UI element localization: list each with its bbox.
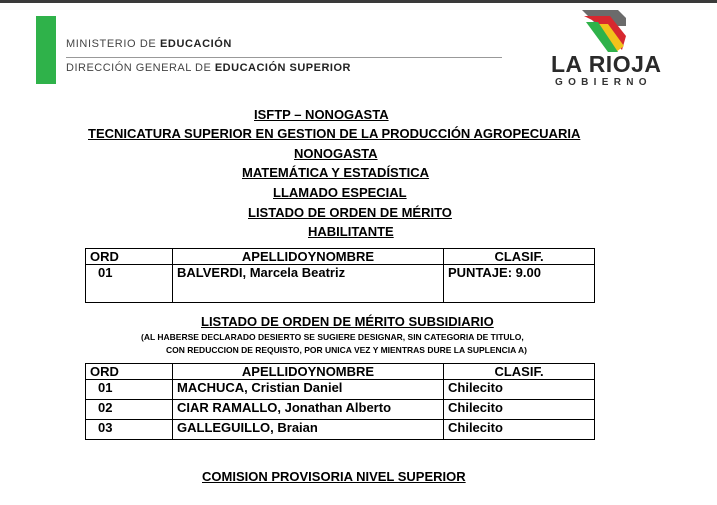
row-clasif: PUNTAJE: 9.00 — [444, 265, 595, 303]
ministry-green-bar — [36, 16, 56, 84]
row-ord: 01 — [86, 265, 173, 303]
title-location: NONOGASTA — [294, 146, 378, 161]
header-name: APELLIDOYNOMBRE — [173, 249, 444, 265]
logo-title: LA RIOJA — [551, 51, 662, 77]
header-ord: ORD — [86, 249, 173, 265]
row-name: MACHUCA, Cristian Daniel — [173, 380, 444, 400]
commission-signature: COMISION PROVISORIA NIVEL SUPERIOR — [202, 469, 466, 484]
title-list: LISTADO DE ORDEN DE MÉRITO — [248, 205, 452, 220]
title-call: LLAMADO ESPECIAL — [273, 185, 407, 200]
row-ord: 01 — [86, 380, 173, 400]
title-program: TECNICATURA SUPERIOR EN GESTION DE LA PRODUCCIÓN AGROPECUARIA — [88, 126, 581, 141]
title-qualifying: HABILITANTE — [308, 224, 394, 239]
title-institute: ISFTP – NONOGASTA — [254, 107, 389, 122]
subsidiary-title: LISTADO DE ORDEN DE MÉRITO SUBSIDIARIO — [201, 314, 494, 329]
logo-subtitle: GOBIERNO — [555, 77, 652, 88]
row-name: CIAR RAMALLO, Jonathan Alberto — [173, 400, 444, 420]
table-row — [86, 265, 595, 303]
merit-table — [85, 248, 595, 303]
row-ord: 02 — [86, 400, 173, 420]
row-clasif: Chilecito — [444, 400, 595, 420]
header-divider — [66, 57, 502, 58]
row-name: GALLEGUILLO, Braian — [173, 420, 444, 440]
ministry-name: MINISTERIO DE EDUCACIÓN — [66, 38, 232, 50]
direction-name: DIRECCIÓN GENERAL DE EDUCACIÓN SUPERIOR — [66, 62, 351, 74]
table-row — [86, 380, 595, 400]
title-subject: MATEMÁTICA Y ESTADÍSTICA — [242, 165, 430, 180]
table-row — [86, 420, 595, 440]
header-name: APELLIDOYNOMBRE — [173, 364, 444, 380]
subsidiary-note-line1: (AL HABERSE DECLARADO DESIERTO SE SUGIERE DESIGNAR, SIN CATEGORIA DE TITULO, — [141, 332, 524, 342]
subsidiary-table — [85, 363, 595, 440]
table-header-row — [86, 249, 595, 265]
top-border — [0, 0, 717, 3]
row-ord: 03 — [86, 420, 173, 440]
table-row — [86, 400, 595, 420]
header-ord: ORD — [86, 364, 173, 380]
la-rioja-logo-icon — [578, 6, 630, 54]
header-clasif: CLASIF. — [444, 249, 595, 265]
row-clasif: Chilecito — [444, 380, 595, 400]
subsidiary-note-line2: CON REDUCCION DE REQUISTO, POR UNICA VEZ Y MIENTRAS DURE LA SUPLENCIA A) — [166, 345, 527, 355]
row-clasif: Chilecito — [444, 420, 595, 440]
header-clasif: CLASIF. — [444, 364, 595, 380]
table-header-row — [86, 364, 595, 380]
row-name: BALVERDI, Marcela Beatriz — [173, 265, 444, 303]
